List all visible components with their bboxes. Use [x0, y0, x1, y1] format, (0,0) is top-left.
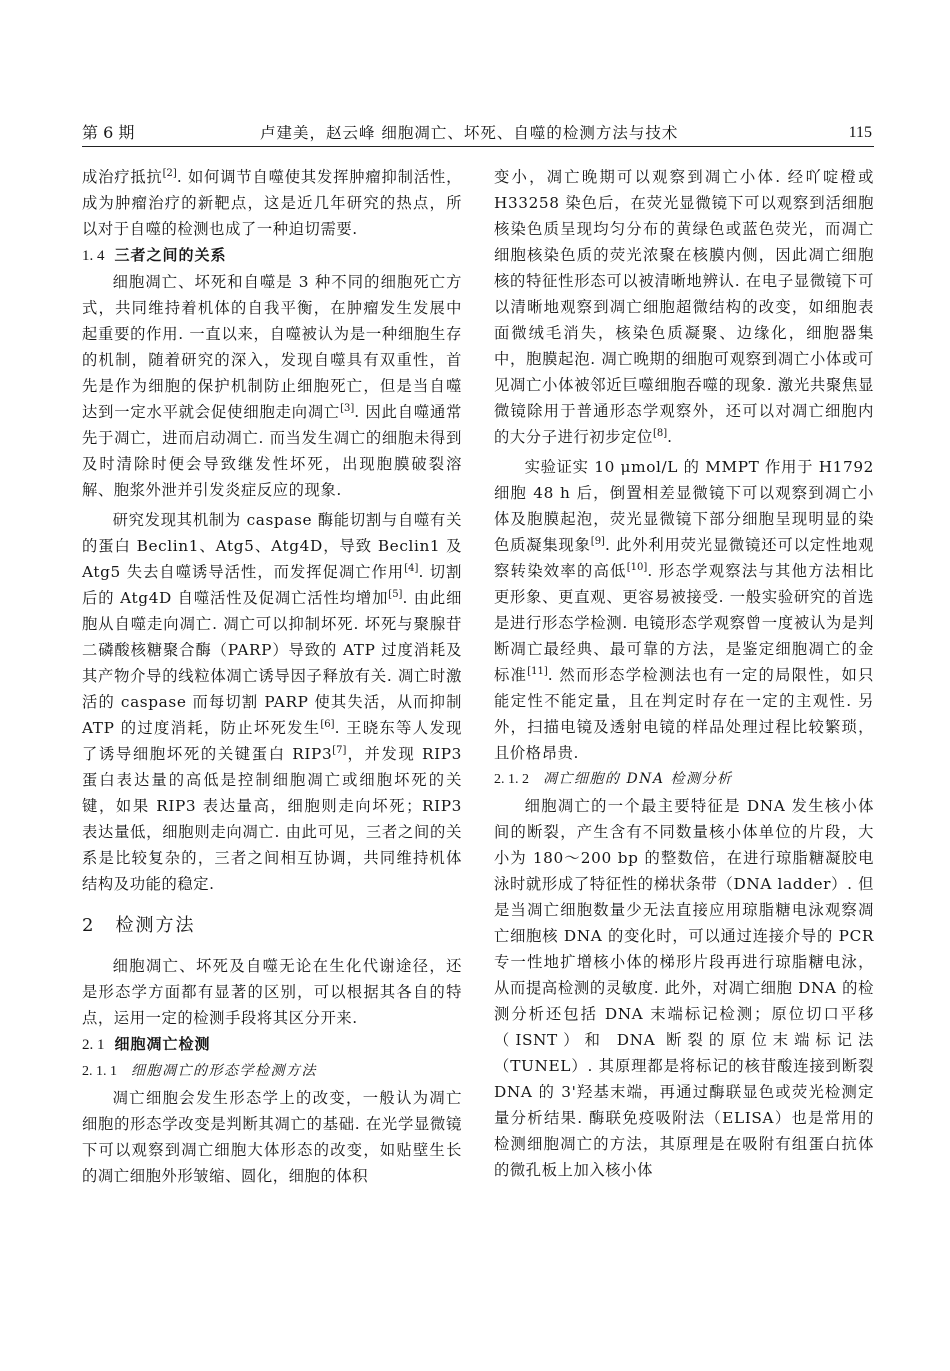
paragraph-text: . 如何调节自噬使其发挥肿瘤抑制活性，成为肿瘤治疗的新靶点，这是近几年研究的热点，所以对于自噬的检测也成了一种迫切需要.	[82, 168, 462, 238]
citation-ref: [8]	[652, 428, 668, 439]
citation-ref: [6]	[320, 719, 335, 730]
paragraph-text: 细胞凋亡、坏死和自噬是 3 种不同的细胞死亡方式，共同维持着机体的自我平衡，在肿瘤发生发展中起重要的作用. 一直以来，自噬被认为是一种细胞生存的机制，随着研究的深入，发现自噬具有双重性，首先是作为细胞的保护机制防止细胞死亡，但是当自噬达到一定水平就会促使细胞走向凋亡	[82, 273, 462, 421]
paragraph-text: .	[667, 428, 673, 446]
citation-ref: [7]	[332, 745, 347, 756]
section-heading	[494, 766, 874, 793]
paragraph-text: . 王晓东等人发现了诱导细胞坏死的关键蛋白 RIP3	[82, 719, 462, 763]
paragraph	[494, 164, 874, 450]
left-column	[82, 164, 462, 1189]
paragraph-text: ，并发现 RIP3 蛋白表达量的高低是控制细胞凋亡或细胞坏死的关键，如果 RIP3 表达量高，细胞则走向坏死；RIP3 表达量低，细胞则走向凋亡. 由此可见，三者之间的关系是比较复杂的，三者之间相互协调，共同维持机体结构及功能的稳定.	[82, 745, 462, 893]
paragraph	[82, 953, 462, 1031]
citation-ref: [3]	[340, 403, 355, 414]
section-title: 检测方法	[115, 915, 196, 936]
paragraph	[82, 269, 462, 503]
paragraph-text: . 然而形态学检测法也有一定的局限性，如只能定性不能定量，且在判定时存在一定的主观性. 另外，扫描电镜及透射电镜的样品处理过程比较繁琐，且价格昂贵.	[494, 666, 875, 762]
paragraph-text: 实验证实 10 μmol/L 的 MMPT 作用于 H1792 细胞 48 h 后，倒置相差显微镜下可以观察到凋亡小体及胞膜起泡，荧光显微镜下部分细胞呈现明显的染色质凝集现象	[494, 458, 874, 554]
section-heading	[82, 1058, 462, 1085]
running-title: 卢建美，赵云峰 细胞凋亡、坏死、自噬的检测方法与技术	[260, 124, 679, 142]
section-number: 2	[82, 915, 94, 936]
section-number: 2. 1. 2	[494, 772, 529, 787]
running-header	[82, 116, 872, 150]
paragraph	[494, 793, 874, 1183]
paragraph-text: 成治疗抵抗	[82, 168, 163, 186]
section-heading	[82, 242, 462, 269]
issue-number: 第 6 期	[82, 123, 135, 142]
section-heading	[82, 911, 462, 941]
paragraph-text: 凋亡细胞会发生形态学上的改变，一般认为凋亡细胞的形态学改变是判断其凋亡的基础. 在光学显微镜下可以观察到凋亡细胞大体形态的改变，如贴壁生长的凋亡细胞外形皱缩、圆化，细胞的体积	[82, 1089, 462, 1185]
paragraph-text: . 切割后的 Atg4D 自噬活性及促凋亡活性均增加	[82, 563, 463, 607]
section-title: 细胞凋亡的形态学检测方法	[131, 1063, 317, 1079]
paragraph-text: 细胞凋亡、坏死及自噬无论在生化代谢途径，还是形态学方面都有显著的区别，可以根据其各自的特点，运用一定的检测手段将其区分开来.	[82, 957, 462, 1027]
paragraph-text: . 因此自噬通常先于凋亡，进而启动凋亡. 而当发生凋亡的细胞未得到及时清除时便会导致继发性坏死，出现胞膜破裂溶解、胞浆外泄并引发炎症反应的现象.	[82, 403, 462, 499]
paragraph-text: 研究发现其机制为 caspase 酶能切割与自噬有关的蛋白 Beclin1、Atg5、Atg4D，导致 Beclin1 及 Atg5 失去自噬诱导活性，而发挥促凋亡作用	[82, 511, 462, 581]
citation-ref: [4]	[404, 563, 419, 574]
citation-ref: [2]	[162, 168, 177, 179]
paragraph	[82, 1085, 462, 1189]
paragraph	[82, 507, 462, 897]
section-title: 三者之间的关系	[114, 246, 227, 264]
citation-ref: [10]	[626, 562, 648, 573]
section-number: 2. 1. 1	[82, 1064, 117, 1079]
paragraph-text: . 此外利用荧光显微镜还可以定性地观察转染效率的高低	[494, 536, 874, 580]
paragraph-text: 细胞凋亡的一个最主要特征是 DNA 发生核小体间的断裂，产生含有不同数量核小体单位的片段，大小为 180～200 bp 的整数倍，在进行琼脂糖凝胶电泳时就形成了特征性的梯状条带（DNA ladder）. 但是当凋亡细胞数量少无法直接应用琼脂糖电泳观察凋亡细胞核 DNA 的变化时，可以通过连接介导的 PCR 专一性地扩增核小体的梯形片段再进行琼脂糖电泳，从而提高检测的灵敏度. 此外，对凋亡细胞 DNA 的检测分析还包括 DNA 末端标记检测；原位切口平移（ISNT）和 DNA 断裂的原位末端标记法（TUNEL）. 其原理都是将标记的核苷酸连接到断裂 DNA 的 3'羟基末端，再通过酶联显色或荧光检测定量分析结果. 酶联免疫吸附法（ELISA）也是常用的检测细胞凋亡的方法，其原理是在吸附有组蛋白抗体的微孔板上加入核小体	[494, 797, 874, 1179]
section-heading	[82, 1031, 462, 1058]
paragraph	[82, 164, 462, 242]
citation-ref: [5]	[388, 589, 403, 600]
section-number: 1. 4	[82, 248, 105, 264]
citation-ref: [9]	[590, 536, 605, 547]
page-number: 115	[848, 124, 872, 141]
paragraph-text: . 形态学观察法与其他方法相比更形象、更直观、更容易被接受. 一般实验研究的首选是进行形态学检测. 电镜形态学观察曾一度被认为是判断凋亡最经典、最可靠的方法，是鉴定细胞凋亡的金标准	[494, 562, 874, 684]
citation-ref: [11]	[527, 666, 548, 677]
section-number: 2. 1	[82, 1037, 105, 1053]
right-column	[494, 164, 874, 1183]
paragraph-text: . 由此细胞从自噬走向凋亡. 凋亡可以抑制坏死. 坏死与聚腺苷二磷酸核糖聚合酶（PARP）导致的 ATP 过度消耗及其产物介导的线粒体凋亡诱导因子释放有关. 凋亡时激活的 caspase 而每切割 PARP 使其失活，从而抑制 ATP 的过度消耗，防止坏死发生	[82, 589, 463, 737]
header-rule	[82, 146, 874, 147]
section-title: 凋亡细胞的 DNA 检测分析	[543, 771, 733, 787]
paragraph-text: 变小，凋亡晚期可以观察到凋亡小体. 经吖啶橙或 H33258 染色后，在荧光显微镜下可以观察到活细胞核染色质呈现均匀分布的黄绿色或蓝色荧光，而凋亡细胞核染色质的荧光浓聚在核膜内侧，因此凋亡细胞核的特征性形态可以被清晰地辨认. 在电子显微镜下可以清晰地观察到凋亡细胞超微结构的改变，如细胞表面微绒毛消失，核染色质凝聚、边缘化，细胞器集中，胞膜起泡. 凋亡晚期的细胞可观察到凋亡小体或可见凋亡小体被邻近巨噬细胞吞噬的现象. 激光共聚焦显微镜除用于普通形态学观察外，还可以对凋亡细胞内的大分子进行初步定位	[494, 168, 874, 446]
paragraph	[494, 454, 874, 766]
section-title: 细胞凋亡检测	[114, 1035, 211, 1053]
